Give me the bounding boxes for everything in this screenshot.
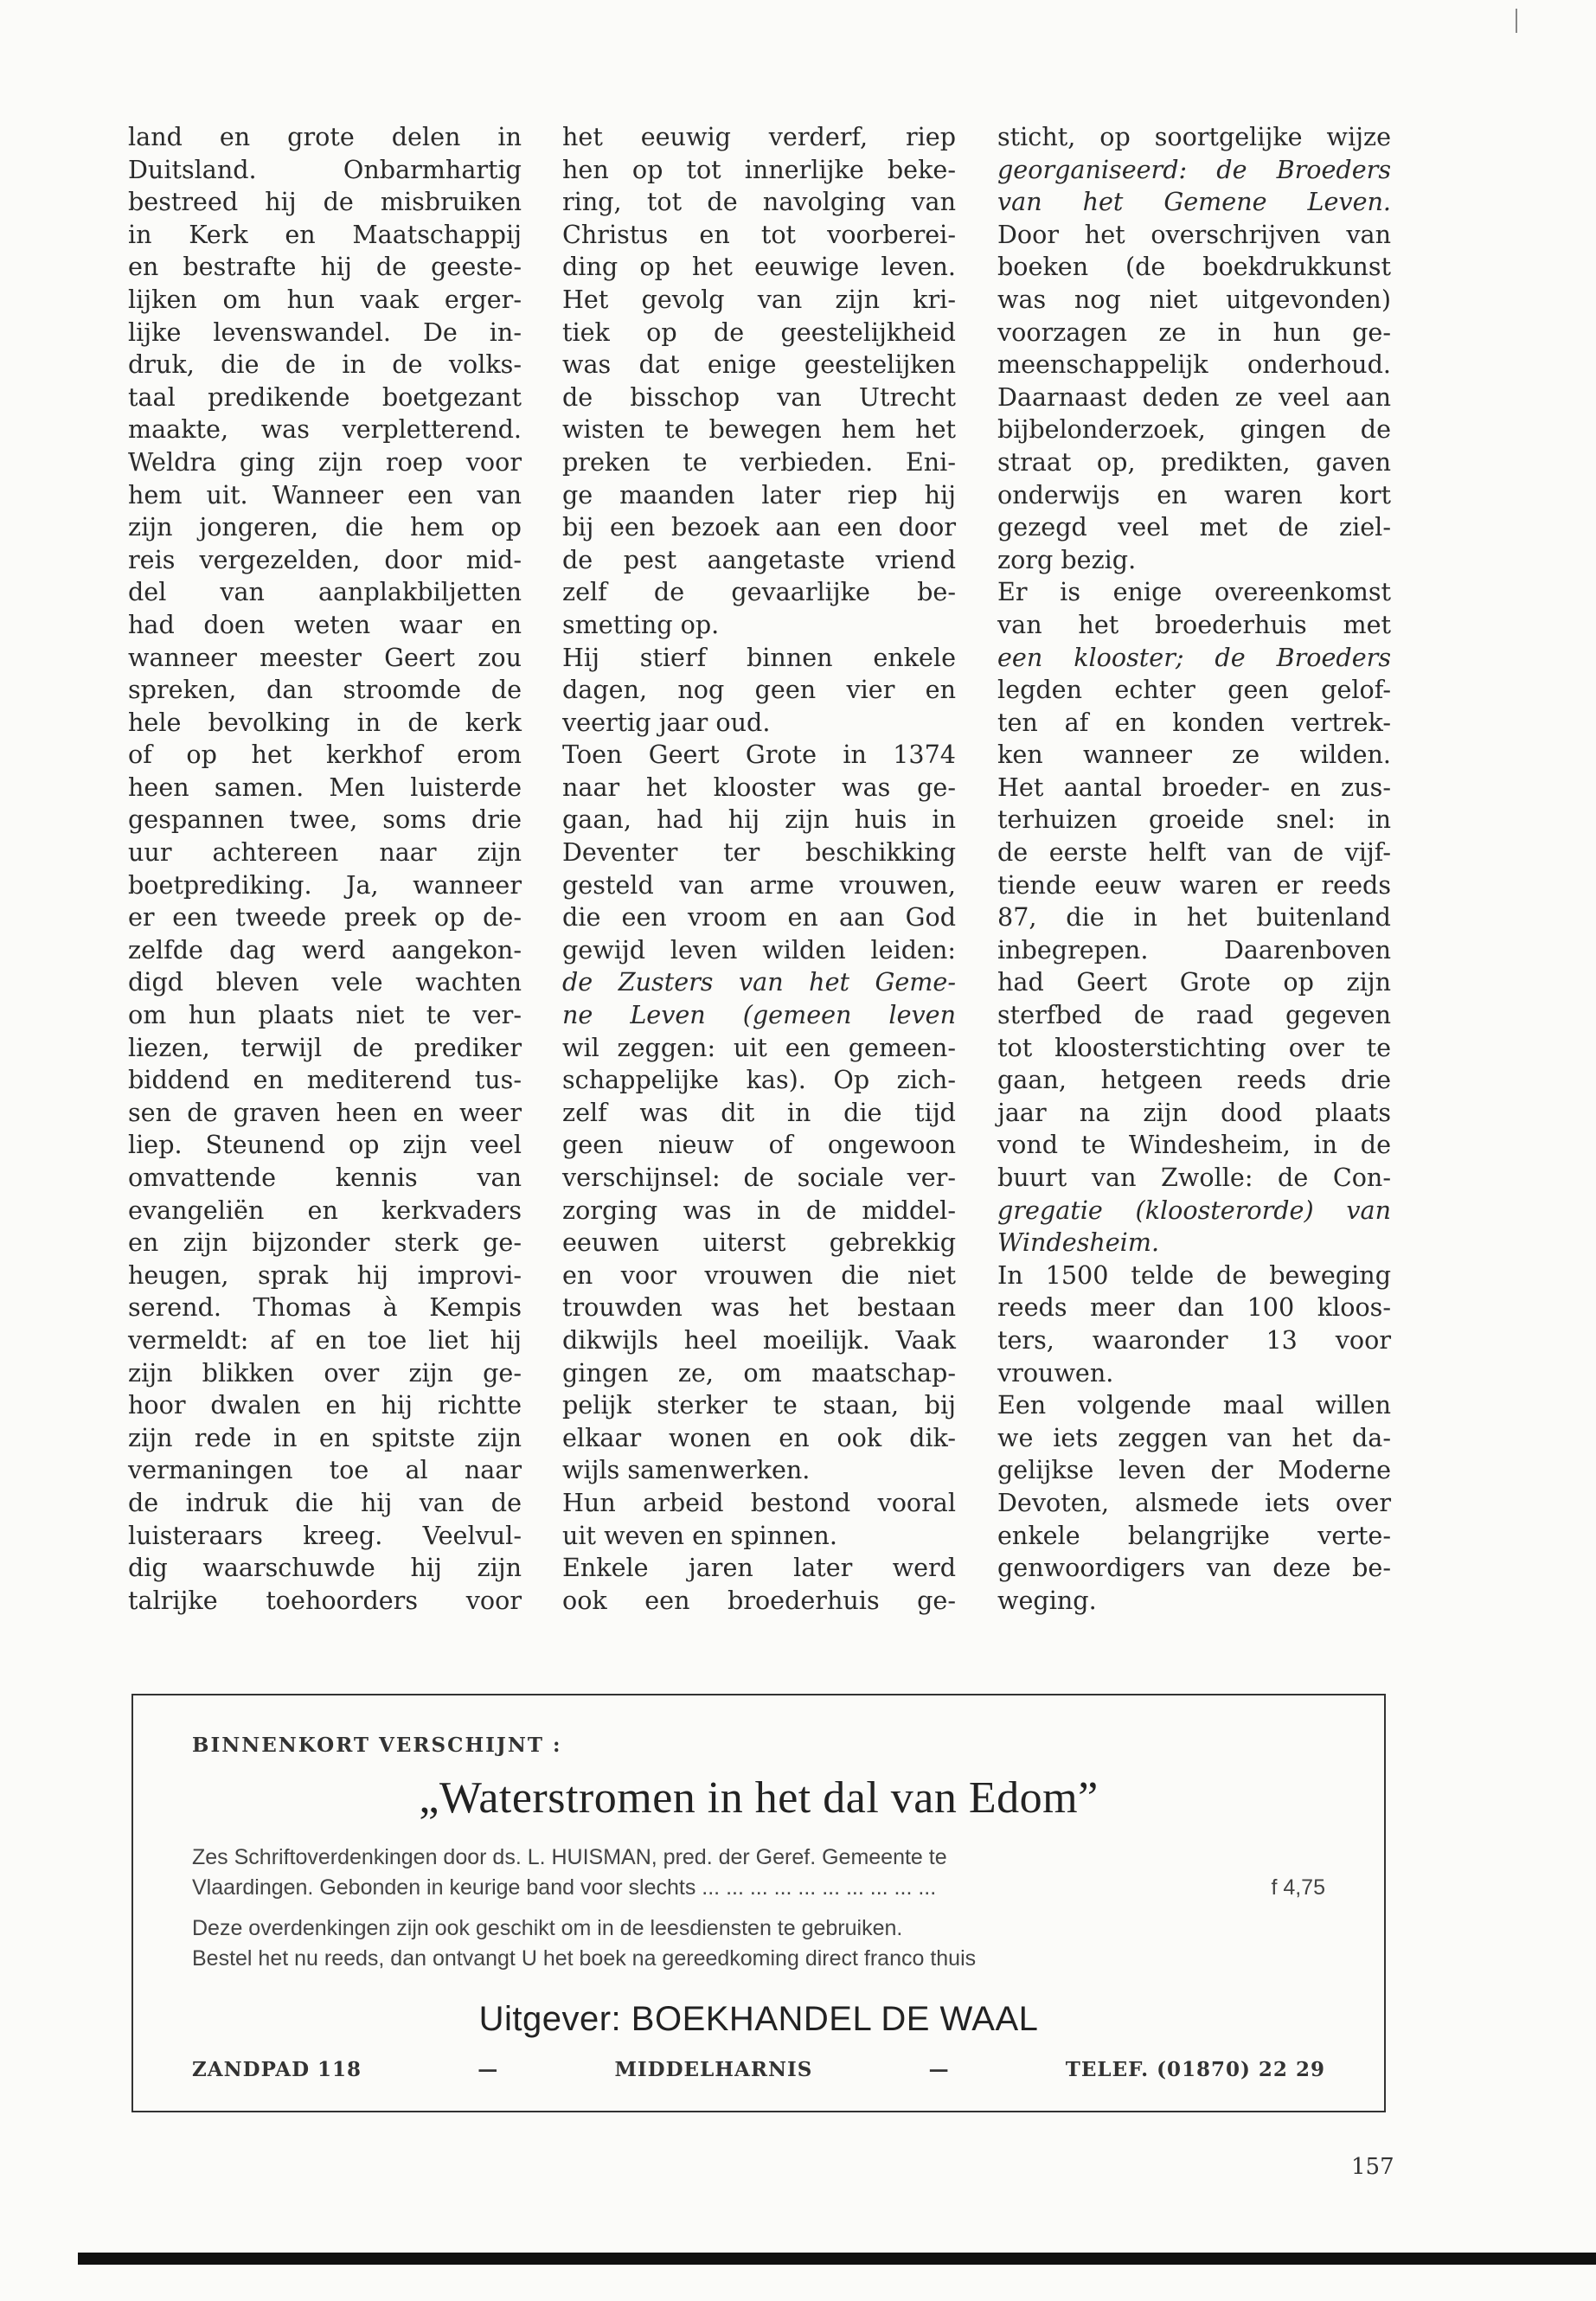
text-line: del van aanplakbiljetten (128, 577, 522, 607)
text-line: gespannen twee, soms drie (128, 804, 522, 835)
text-line: enkele belangrijke verte- (997, 1520, 1391, 1550)
text-line: ring, tot de navolging van (562, 187, 956, 217)
text-line: wijls samenwerken. (562, 1455, 811, 1485)
text-line: land en grote delen in (128, 122, 522, 151)
text-line: Enkele jaren later werd (562, 1553, 956, 1583)
text-line: dikwijls heel moeilijk. Vaak (562, 1324, 956, 1355)
page-number: 157 (1351, 2154, 1394, 2180)
text-line: gaan, had hij zijn huis in (562, 804, 956, 835)
text-line: Weldra ging zijn roep voor (128, 446, 522, 477)
text-line: 87, die in het buitenland (997, 902, 1391, 933)
text-line: taal predikende boetgezant (128, 381, 522, 412)
text-line: Duitsland. Onbarmhartig (128, 154, 522, 184)
text-line: reis vergezelden, door mid- (128, 544, 522, 574)
text-line: digd bleven vele wachten (128, 967, 522, 997)
text-line: ook een broederhuis ge- (562, 1585, 956, 1615)
text-line: Windesheim. (997, 1227, 1160, 1258)
text-line: de pest aangetaste vriend (562, 544, 956, 574)
text-line: sticht, op soortgelijke wijze (997, 122, 1391, 151)
text-line: dig waarschuwde hij zijn (128, 1553, 522, 1583)
text-line: lijke levenswandel. De in- (128, 317, 522, 347)
text-line: van het broederhuis met (997, 609, 1391, 639)
text-line: zelfde dag werd aangekon- (128, 934, 522, 965)
ad-footer (192, 2058, 1325, 2081)
text-line: bij een bezoek aan een door (562, 512, 956, 542)
ad-line-2-text: Vlaardingen. Gebonden in keurige band voor slechts ... ... ... ... ... ... ... ... ... ... (192, 1875, 937, 1900)
text-line: en bestrafte hij de geeste- (128, 252, 522, 282)
article-column-1 (128, 121, 522, 1617)
text-line: sterfbed de raad gegeven (997, 1000, 1391, 1030)
text-line: die een vroom en aan God (562, 902, 956, 933)
ad-city: MIDDELHARNIS (614, 2058, 813, 2081)
text-line: Hun arbeid bestond vooral (562, 1487, 956, 1517)
text-line: hem uit. Wanneer een van (128, 479, 522, 510)
text-line: jaar na zijn dood plaats (997, 1097, 1391, 1127)
text-line: naar het klooster was ge- (562, 772, 956, 802)
text-line: de indruk die hij van de (128, 1487, 522, 1517)
text-line: vermaningen toe al naar (128, 1455, 522, 1485)
text-line: we iets zeggen van het da- (997, 1422, 1391, 1452)
text-line: weging. (997, 1585, 1097, 1615)
ad-line-2 (192, 1873, 1325, 1903)
text-line: straat op, predikten, gaven (997, 446, 1391, 477)
text-line: had Geert Grote op zijn (997, 967, 1391, 997)
ad-heading: BINNENKORT VERSCHIJNT : (192, 1734, 562, 1757)
ad-book-title: „Waterstromen in het dal van Edom” (419, 1773, 1099, 1823)
text-line: gelijkse leven der Moderne (997, 1455, 1391, 1485)
ad-description (192, 1843, 1325, 1974)
text-line: ne Leven (gemeen leven (562, 1000, 956, 1030)
text-line: de Zusters van het Geme- (562, 967, 956, 997)
text-line: en voor vrouwen die niet (562, 1259, 956, 1290)
text-line: smetting op. (562, 609, 720, 639)
text-line: biddend en mediterend tus- (128, 1065, 522, 1095)
advertisement-box (131, 1694, 1386, 2112)
text-line: luisteraars kreeg. Veelvul- (128, 1520, 522, 1550)
ad-address: ZANDPAD 118 (192, 2058, 362, 2081)
text-line: verschijnsel: de sociale ver- (562, 1163, 956, 1192)
text-line: hele bevolking in de kerk (128, 707, 522, 737)
text-line: druk, die de in de volks- (128, 349, 522, 380)
text-line: onderwijs en waren kort (997, 479, 1391, 510)
text-line: liep. Steunend op zijn veel (128, 1130, 522, 1160)
text-line: Het aantal broeder- en zus- (997, 772, 1391, 802)
text-line: hoor dwalen en hij richtte (128, 1390, 522, 1420)
text-line: geen nieuw of ongewoon (562, 1130, 956, 1160)
ad-dash-2: — (928, 2058, 950, 2081)
text-line: zijn rede in en spitste zijn (128, 1422, 522, 1452)
text-line: voorzagen ze in hun ge- (997, 317, 1391, 347)
article-column-2 (562, 121, 956, 1617)
text-line: talrijke toehoorders voor (128, 1585, 522, 1615)
text-line: de eerste helft van de vijf- (997, 837, 1391, 868)
text-line: ters, waaronder 13 voor (997, 1324, 1391, 1355)
text-line: zorg bezig. (997, 544, 1137, 574)
text-line: Een volgende maal willen (997, 1390, 1391, 1420)
text-line: tiek op de geestelijkheid (562, 317, 956, 347)
ad-publisher: Uitgever: BOEKHANDEL DE WAAL (478, 2000, 1039, 2038)
bottom-rule (78, 2253, 1596, 2265)
text-line: lijken om hun vaak erger- (128, 284, 522, 314)
text-line: gregatie (kloosterorde) van (997, 1195, 1391, 1225)
text-line: gingen ze, om maatschap- (562, 1357, 956, 1388)
text-line: evangeliën en kerkvaders (128, 1195, 522, 1225)
text-line: Daarnaast deden ze veel aan (997, 381, 1391, 412)
text-line: meenschappelijk onderhoud. (997, 349, 1391, 380)
text-line: liezen, terwijl de prediker (128, 1032, 522, 1062)
text-line: heen samen. Men luisterde (128, 772, 522, 802)
text-line: bestreed hij de misbruiken (128, 187, 522, 217)
text-line: trouwden was het bestaan (562, 1292, 956, 1323)
margin-mark (1516, 9, 1517, 33)
text-line: zelf was dit in die tijd (562, 1097, 956, 1127)
text-line: vermeldt: af en toe liet hij (128, 1324, 522, 1355)
text-line: terhuizen groeide snel: in (997, 804, 1391, 835)
text-line: wisten te bewegen hem het (562, 414, 956, 445)
text-line: maakte, was verpletterend. (128, 414, 522, 445)
text-line: spreken, dan stroomde de (128, 675, 522, 705)
text-line: genwoordigers van deze be- (997, 1553, 1391, 1583)
text-line: elkaar wonen en ook dik- (562, 1422, 956, 1452)
text-line: uur achtereen naar zijn (128, 837, 522, 868)
text-line: om hun plaats niet te ver- (128, 1000, 522, 1030)
text-line: ding op het eeuwige leven. (562, 252, 956, 282)
text-line: de bisschop van Utrecht (562, 381, 956, 412)
text-line: gesteld van arme vrouwen, (562, 869, 956, 900)
ad-line-1: Zes Schriftoverdenkingen door ds. L. HUISMAN, pred. der Geref. Gemeente te (192, 1845, 947, 1869)
text-line: zorging was in de middel- (562, 1195, 956, 1225)
text-line: Toen Geert Grote in 1374 (562, 740, 956, 770)
text-line: In 1500 telde de beweging (997, 1259, 1391, 1290)
text-line: ge maanden later riep hij (562, 479, 956, 510)
text-line: een klooster; de Broeders (997, 642, 1391, 672)
ad-phone: TELEF. (01870) 22 29 (1065, 2058, 1325, 2081)
text-line: pelijk sterker te staan, bij (562, 1390, 956, 1420)
text-line: veertig jaar oud. (562, 707, 771, 737)
article-columns (128, 121, 1400, 1644)
text-line: heugen, sprak hij improvi- (128, 1259, 522, 1290)
text-line: het eeuwig verderf, riep (562, 122, 956, 151)
article-column-3 (997, 121, 1391, 1617)
text-line: serend. Thomas à Kempis (128, 1292, 522, 1323)
text-line: zijn jongeren, die hem op (128, 512, 522, 542)
text-line: reeds meer dan 100 kloos- (997, 1292, 1391, 1323)
text-line: buurt van Zwolle: de Con- (997, 1163, 1391, 1192)
text-line: in Kerk en Maatschappij (128, 219, 522, 249)
text-line: Door het overschrijven van (997, 219, 1391, 249)
text-line: Het gevolg van zijn kri- (562, 284, 956, 314)
text-line: gezegd veel met de ziel- (997, 512, 1391, 542)
text-line: Hij stierf binnen enkele (562, 642, 956, 672)
text-line: georganiseerd: de Broeders (997, 154, 1391, 184)
text-line: omvattende kennis van (128, 1163, 522, 1192)
text-line: sen de graven heen en weer (128, 1097, 522, 1127)
text-line: gewijd leven wilden leiden: (562, 934, 956, 965)
text-line: schappelijke kas). Op zich- (562, 1065, 956, 1095)
text-line: en zijn bijzonder sterk ge- (128, 1227, 522, 1258)
text-line: bijbelonderzoek, gingen de (997, 414, 1391, 445)
text-line: inbegrepen. Daarenboven (997, 934, 1391, 965)
text-line: ten af en konden vertrek- (997, 707, 1391, 737)
text-line: zijn blikken over zijn ge- (128, 1357, 522, 1388)
text-line: vrouwen. (997, 1357, 1114, 1388)
ad-price: f 4,75 (1271, 1875, 1325, 1900)
text-line: boetprediking. Ja, wanneer (128, 869, 522, 900)
text-line: eeuwen uiterst gebrekkig (562, 1227, 956, 1258)
text-line: wanneer meester Geert zou (128, 642, 522, 672)
text-line: tot kloosterstichting over te (997, 1032, 1391, 1062)
text-line: legden echter geen gelof- (997, 675, 1391, 705)
text-line: Er is enige overeenkomst (997, 577, 1391, 607)
text-line: of op het kerkhof erom (128, 740, 522, 770)
text-line: van het Gemene Leven. (997, 187, 1391, 217)
text-line: er een tweede preek op de- (128, 902, 522, 933)
text-line: had doen weten waar en (128, 609, 522, 639)
ad-dash-1: — (478, 2058, 499, 2081)
text-line: zelf de gevaarlijke be- (562, 577, 956, 607)
text-line: gaan, hetgeen reeds drie (997, 1065, 1391, 1095)
text-line: hen op tot innerlijke beke- (562, 154, 956, 184)
text-line: was dat enige geestelijken (562, 349, 956, 380)
text-line: preken te verbieden. Eni- (562, 446, 956, 477)
text-line: Christus en tot voorberei- (562, 219, 956, 249)
text-line: uit weven en spinnen. (562, 1520, 837, 1550)
text-line: wil zeggen: uit een gemeen- (562, 1032, 956, 1062)
text-line: Devoten, alsmede iets over (997, 1487, 1391, 1517)
ad-line-3: Deze overdenkingen zijn ook geschikt om in de leesdiensten te gebruiken. (192, 1916, 903, 1940)
text-line: vond te Windesheim, in de (997, 1130, 1391, 1160)
text-line: was nog niet uitgevonden) (997, 284, 1391, 314)
text-line: tiende eeuw waren er reeds (997, 869, 1391, 900)
text-line: Deventer ter beschikking (562, 837, 956, 868)
ad-line-4: Bestel het nu reeds, dan ontvangt U het boek na gereedkoming direct franco thuis (192, 1946, 977, 1971)
text-line: dagen, nog geen vier en (562, 675, 956, 705)
text-line: ken wanneer ze wilden. (997, 740, 1391, 770)
text-line: boeken (de boekdrukkunst (997, 252, 1391, 282)
